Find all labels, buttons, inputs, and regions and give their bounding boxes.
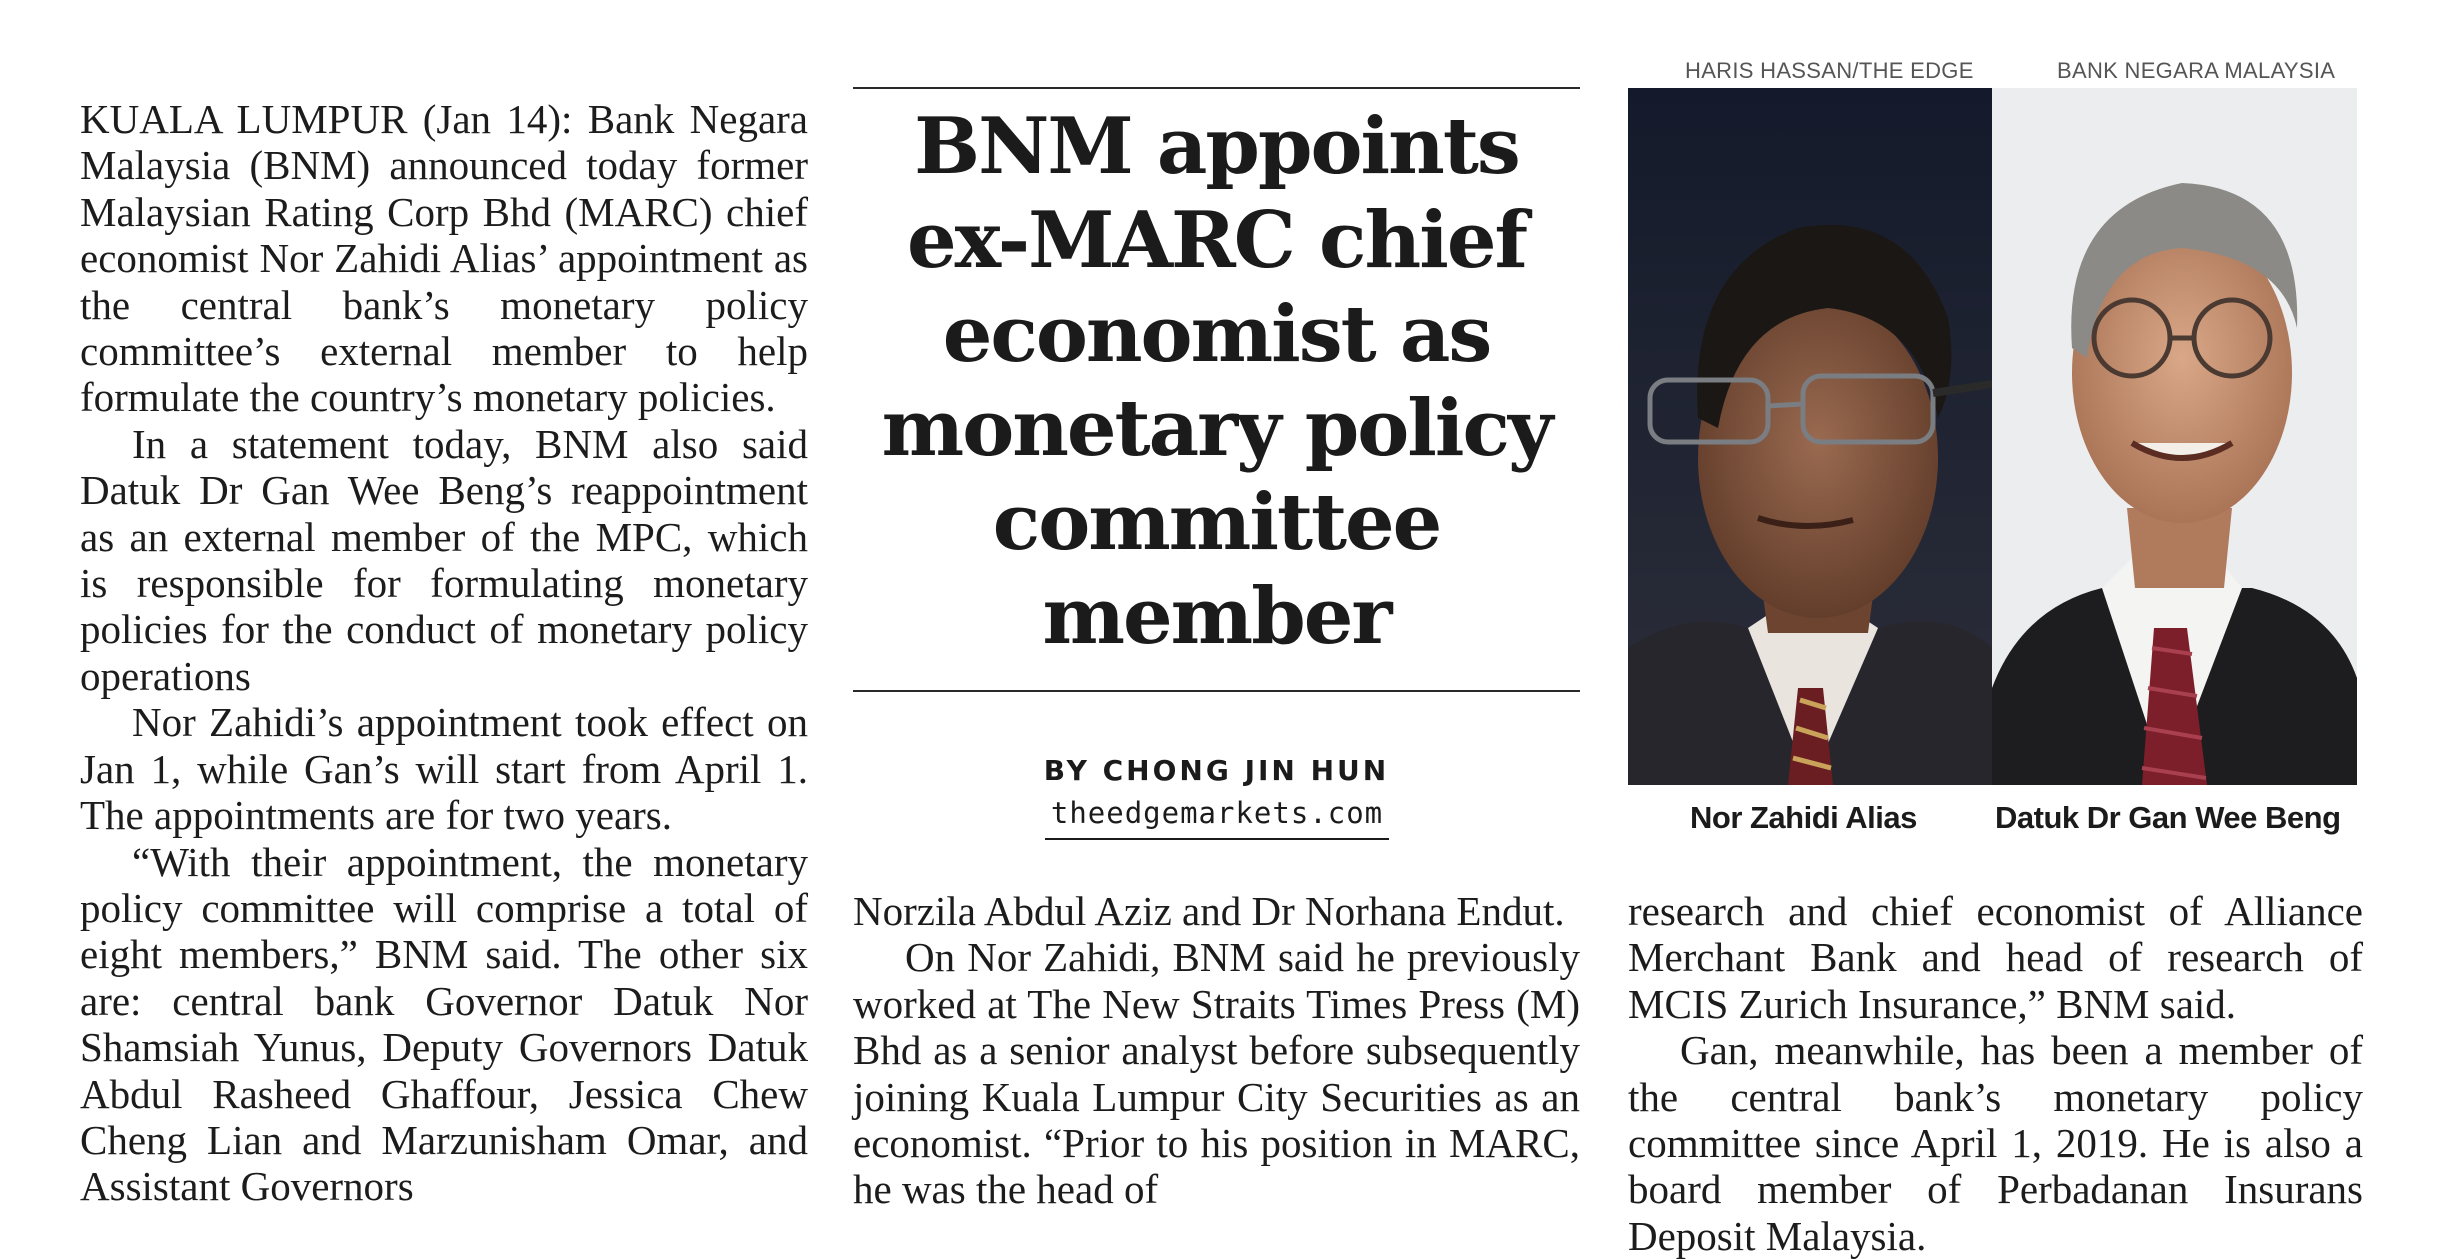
headline: BNM appoints ex-MARC chief economist as monetary policy committee member <box>881 101 1552 662</box>
article-paragraph: Norzila Abdul Aziz and Dr Norhana Endut. <box>853 888 1565 934</box>
photo-caption-right: Datuk Dr Gan Wee Beng <box>1995 800 2341 835</box>
portrait-photo-gan-wee-beng <box>1992 88 2357 785</box>
headline-top-rule <box>853 87 1580 89</box>
article-paragraph: On Nor Zahidi, BNM said he previously worked at The New Straits Times Press (M) Bhd as a senior analyst before subsequently joining Kuala Lumpur City Securities as an economist. “Prior to his position in MARC, he was the head of <box>853 934 1580 1213</box>
source-site: theedgemarkets.com <box>1045 796 1389 840</box>
article-paragraph: research and chief economist of Alliance Merchant Bank and head of research of MCIS Zurich Insurance,” BNM said. <box>1628 888 2363 1027</box>
article-paragraph: Nor Zahidi’s appointment took effect on Jan 1, while Gan’s will start from April 1. The appointments are for two years. <box>80 699 808 839</box>
photo-caption-left: Nor Zahidi Alias <box>1690 800 1917 835</box>
article-paragraph: KUALA LUMPUR (Jan 14): Bank Negara Malaysia (BNM) announced today former Malaysian Rating Corp Bhd (MARC) chief economist Nor Zahidi Alias’ appointment as the central bank’s monetary policy committee’s external member to help formulate the country’s monetary policies. <box>80 96 808 421</box>
article-paragraph: “With their appointment, the monetary policy committee will comprise a total of eight members,” BNM said. The other six are: central bank Governor Datuk Nor Shamsiah Yunus, Deputy Governors Datuk Abdul Rasheed Ghaffour, Jessica Chew Cheng Lian and Marzunisham Omar, and Assistant Governors <box>80 838 808 1210</box>
article-paragraph: In a statement today, BNM also said Datuk Dr Gan Wee Beng’s reappointment as an external member of the MPC, which is responsible for formulating monetary policies for the conduct of monetary policy operations <box>80 420 808 699</box>
photo-credit-left: HARIS HASSAN/THE EDGE <box>1685 58 1974 83</box>
photo-credit-right: BANK NEGARA MALAYSIA <box>2057 58 2336 83</box>
article-column-2 <box>853 888 1580 1213</box>
article-column-1 <box>80 96 808 1210</box>
article-column-3 <box>1628 888 2363 1259</box>
article-paragraph: Gan, meanwhile, has been a member of the central bank’s monetary policy committee since April 1, 2019. He is also a board member of Perbadanan Insurans Deposit Malaysia. <box>1628 1027 2363 1259</box>
portrait-photo-nor-zahidi-alias <box>1628 88 1992 785</box>
byline: BY CHONG JIN HUN <box>1043 754 1390 787</box>
headline-bottom-rule <box>853 690 1580 692</box>
